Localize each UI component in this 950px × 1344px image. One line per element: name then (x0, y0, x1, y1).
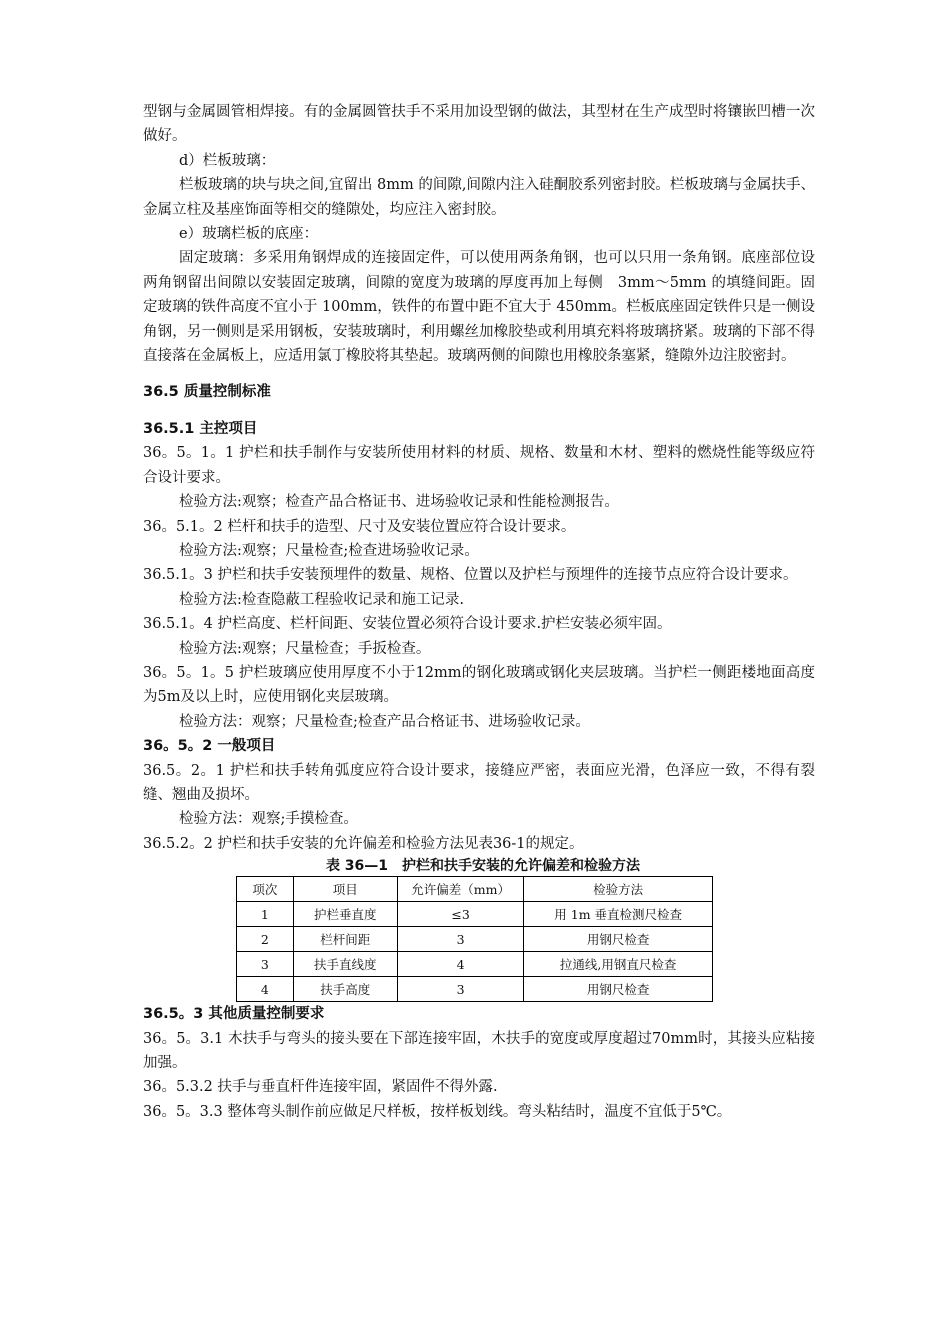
table-row (237, 902, 713, 927)
clause: 36。5。3.3 整体弯头制作前应做足尺样板，按样板划线。弯头粘结时，温度不宜低于5℃。 (143, 1103, 732, 1120)
tolerance-table (236, 876, 713, 1002)
clause: 36。5。1。1 护栏和扶手制作与安装所使用材料的材质、规格、数量和木材、塑料的燃烧性能等级应符合设计要求。 (143, 445, 815, 486)
inspection-method: 检验方法：观察;手摸检查。 (179, 811, 358, 828)
document-page (143, 100, 815, 1124)
table-cell: 3 (237, 952, 294, 977)
table-cell: ≤3 (397, 902, 523, 927)
inspection-method: 检验方法:检查隐蔽工程验收记录和施工记录. (179, 591, 464, 608)
inspection-method: 检验方法：观察；尺量检查;检查产品合格证书、进场验收记录。 (179, 713, 590, 730)
table-cell: 扶手高度 (293, 977, 397, 1002)
inspection-method: 检验方法:观察；检查产品合格证书、进场验收记录和性能检测报告。 (179, 494, 619, 511)
table-cell: 1 (237, 902, 294, 927)
subsection-title: d）栏板玻璃： (179, 152, 276, 169)
table-row (237, 952, 713, 977)
table-header-row (237, 877, 713, 902)
table-cell: 3 (397, 977, 523, 1002)
clause: 36.5.2。2 护栏和扶手安装的允许偏差和检验方法见表36-1的规定。 (143, 835, 584, 852)
clause: 36.5.1。4 护栏高度、栏杆间距、安装位置必须符合设计要求.护栏安装必须牢固。 (143, 616, 672, 633)
clause: 36.5。2。1 护栏和扶手转角弧度应符合设计要求，接缝应严密，表面应光滑，色泽应一致，不得有裂缝、翘曲及损坏。 (143, 762, 815, 803)
table-header-cell: 允许偏差（mm） (397, 877, 523, 902)
table-row (237, 977, 713, 1002)
table-cell: 扶手直线度 (293, 952, 397, 977)
table-caption: 表 36—1 护栏和扶手安装的允许偏差和检验方法 (325, 858, 641, 875)
table-header-cell: 项次 (237, 877, 294, 902)
table-row (237, 927, 713, 952)
inspection-method: 检验方法:观察；尺量检查；手扳检查。 (179, 640, 431, 657)
table-cell: 4 (397, 952, 523, 977)
clause: 36。5。3.1 木扶手与弯头的接头要在下部连接牢固，木扶手的宽度或厚度超过70mm时，其接头应粘接加强。 (143, 1030, 815, 1071)
table-cell: 栏杆间距 (293, 927, 397, 952)
clause: 36。5。1。5 护栏玻璃应使用厚度不小于12mm的钢化玻璃或钢化夹层玻璃。当护栏一侧距楼地面高度为5m及以上时，应使用钢化夹层玻璃。 (143, 664, 815, 706)
table-header-cell: 项目 (293, 877, 397, 902)
clause: 36.5.1。3 护栏和扶手安装预埋件的数量、规格、位置以及护栏与预埋件的连接节点应符合设计要求。 (143, 567, 798, 584)
table-cell: 用 1m 垂直检测尺检查 (524, 902, 713, 927)
table-cell: 拉通线,用钢直尺检查 (524, 952, 713, 977)
table-cell: 用钢尺检查 (524, 927, 713, 952)
table-cell: 护栏垂直度 (293, 902, 397, 927)
paragraph: 栏板玻璃的块与块之间,宜留出 8mm 的间隙,间隙内注入硅酮胶系列密封胶。栏板玻璃与金属扶手、金属立柱及基座饰面等相交的缝隙处，均应注入密封胶。 (143, 177, 815, 218)
table-cell: 3 (397, 927, 523, 952)
table-cell: 2 (237, 927, 294, 952)
table-cell: 用钢尺检查 (524, 977, 713, 1002)
clause: 36。5.1。2 栏杆和扶手的造型、尺寸及安装位置应符合设计要求。 (143, 518, 576, 535)
table-header-cell: 检验方法 (524, 877, 713, 902)
subsection-heading: 36。5。2 一般项目 (143, 738, 276, 755)
clause: 36。5.3.2 扶手与垂直杆件连接牢固，紧固件不得外露. (143, 1079, 498, 1096)
inspection-method: 检验方法:观察；尺量检查;检查进场验收记录。 (179, 542, 479, 559)
subsection-title: e）玻璃栏板的底座： (179, 226, 319, 243)
paragraph: 型钢与金属圆管相焊接。有的金属圆管扶手不采用加设型钢的做法，其型材在生产成型时将镶嵌凹槽一次做好。 (143, 104, 815, 145)
paragraph: 固定玻璃：多采用角钢焊成的连接固定件，可以使用两条角钢，也可以只用一条角钢。底座部位设两角钢留出间隙以安装固定玻璃，间隙的宽度为玻璃的厚度再加上每侧 3mm～5mm 的填缝间距。固定玻璃的铁件高度不宜小于 100mm，铁件的布置中距不宜大于 450mm。栏板底座固定铁件只是一侧设角钢，另一侧则是采用钢板，安装玻璃时，利用螺丝加橡胶垫或利用填充料将玻璃挤紧。玻璃的下部不得直接落在金属板上，应适用氯丁橡胶将其垫起。玻璃两侧的间隙也用橡胶条塞紧，缝隙外边注胶密封。 (143, 250, 815, 365)
subsection-heading: 36.5.1 主控项目 (143, 420, 258, 437)
table-cell: 4 (237, 977, 294, 1002)
section-heading: 36.5 质量控制标准 (143, 384, 271, 401)
subsection-heading: 36.5。3 其他质量控制要求 (143, 1006, 325, 1023)
